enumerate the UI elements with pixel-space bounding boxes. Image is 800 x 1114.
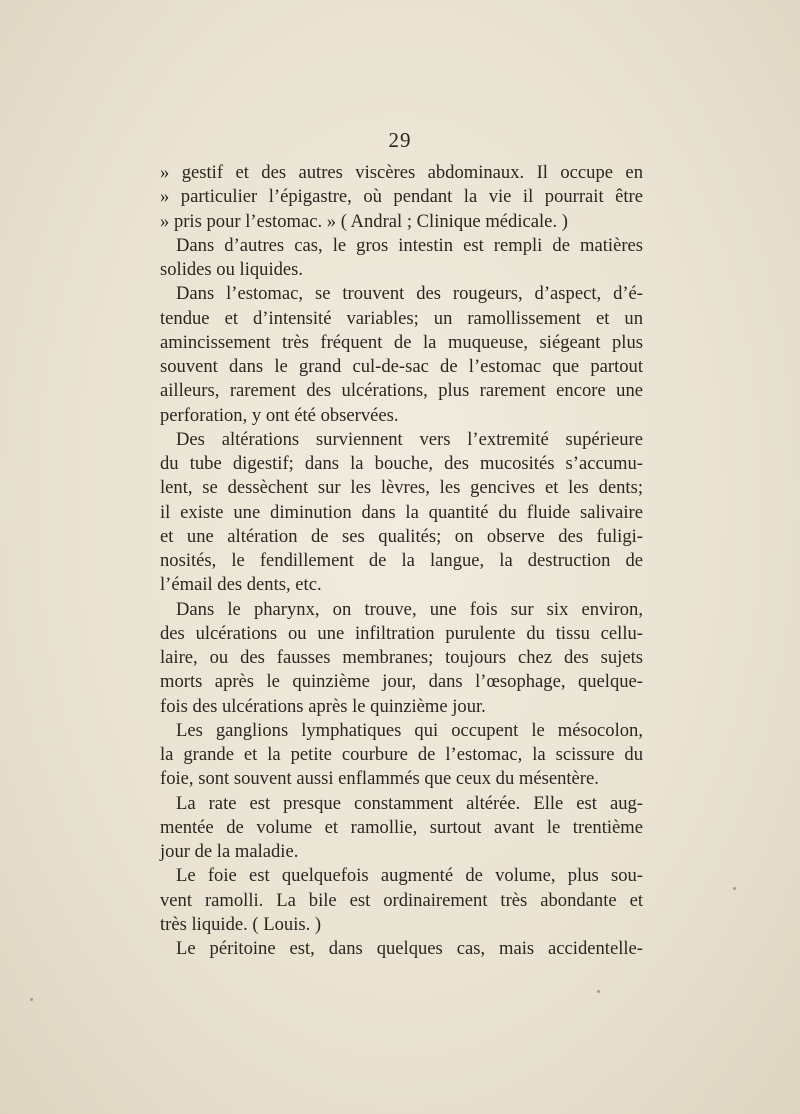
text-line: » particulier l’épigastre, où pendant la vie il pourrait être xyxy=(160,186,643,208)
text-line: perforation, y ont été observées. xyxy=(160,404,399,426)
text-line: du tube digestif; dans la bouche, des mucosités s’accumu- xyxy=(160,453,643,474)
text-line: il existe une diminution dans la quantité du fluide salivaire xyxy=(160,501,643,523)
text-line: nosités, le fendillement de la langue, la destruction de xyxy=(160,550,643,571)
paper-speck xyxy=(733,887,736,890)
text-line: fois des ulcérations après le quinzième jour. xyxy=(160,695,486,717)
text-line: mentée de volume et ramollie, surtout avant le trentième xyxy=(160,816,643,838)
text-line: » gestif et des autres viscères abdominaux. Il occupe en xyxy=(160,162,643,183)
text-line: » pris pour l’estomac. » ( Andral ; Clinique médicale. ) xyxy=(160,210,568,232)
text-line: foie, sont souvent aussi enflammés que ceux du mésentère. xyxy=(160,768,599,790)
text-line: des ulcérations ou une infiltration purulente du tissu cellu- xyxy=(160,622,643,644)
text-line: Dans d’autres cas, le gros intestin est rempli de matières xyxy=(176,234,643,256)
text-line: amincissement très fréquent de la muqueuse, siégeant plus xyxy=(160,331,643,353)
text-line: solides ou liquides. xyxy=(160,259,304,280)
text-line: très liquide. ( Louis. ) xyxy=(160,913,322,935)
text-line: Dans l’estomac, se trouvent des rougeurs, d’aspect, d’é- xyxy=(176,283,643,305)
text-line: La rate est presque constamment altérée. Elle est aug- xyxy=(176,792,643,814)
text-line: la grande et la petite courbure de l’estomac, la scissure du xyxy=(160,744,643,765)
text-line: jour de la maladie. xyxy=(160,841,299,862)
text-line: souvent dans le grand cul-de-sac de l’estomac que partout xyxy=(160,356,643,377)
text-line: lent, se dessèchent sur les lèvres, les gencives et les dents; xyxy=(160,477,643,499)
text-line: tendue et d’intensité variables; un ramollissement et un xyxy=(160,307,643,329)
paper-speck xyxy=(30,998,33,1001)
text-line: laire, ou des fausses membranes; toujours chez des sujets xyxy=(160,647,643,668)
body-text xyxy=(160,161,643,961)
page-number: 29 xyxy=(388,128,412,152)
text-line: Des altérations surviennent vers l’extremité supérieure xyxy=(176,428,643,450)
paper-speck xyxy=(597,990,600,993)
text-line: l’émail des dents, etc. xyxy=(160,574,322,596)
text-line: Le péritoine est, dans quelques cas, mais accidentelle- xyxy=(176,938,643,959)
text-line: morts après le quinzième jour, dans l’œsophage, quelque- xyxy=(160,671,643,693)
text-line: ailleurs, rarement des ulcérations, plus rarement encore une xyxy=(160,380,643,402)
text-line: Les ganglions lymphatiques qui occupent le mésocolon, xyxy=(176,719,643,741)
text-line: et une altération de ses qualités; on observe des fuligi- xyxy=(160,525,643,547)
text-line: vent ramolli. La bile est ordinairement très abondante et xyxy=(160,889,643,911)
text-line: Le foie est quelquefois augmenté de volume, plus sou- xyxy=(176,865,643,887)
text-line: Dans le pharynx, on trouve, une fois sur six environ, xyxy=(176,598,643,620)
